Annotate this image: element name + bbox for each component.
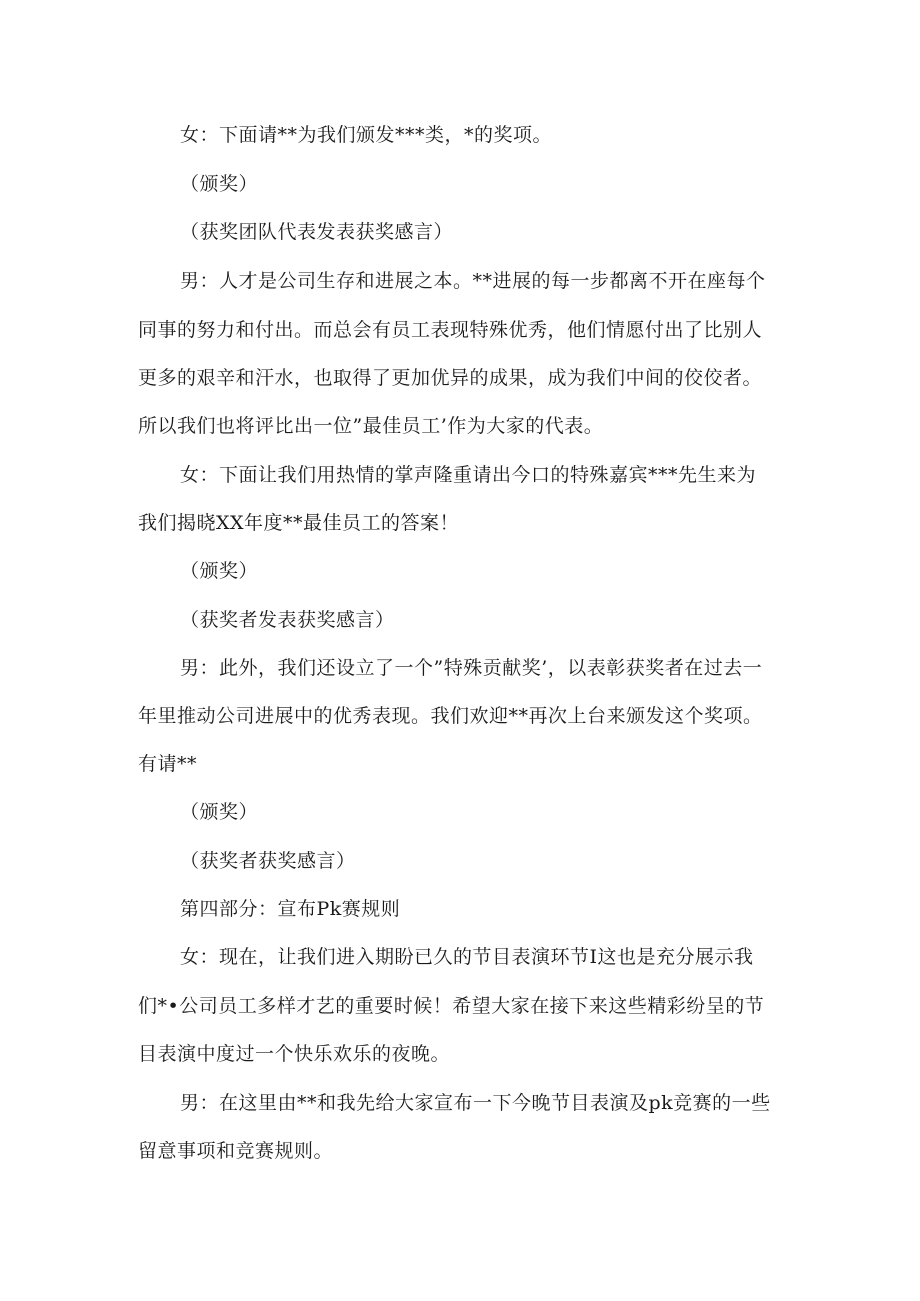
paragraph-line: 留意事项和竞赛规则。 xyxy=(138,1140,334,1162)
paragraph-line: 我们揭晓XX年度**最佳员工的答案！ xyxy=(138,512,460,534)
paragraph-line: 有请** xyxy=(138,753,198,775)
paragraph-line: 所以我们也将评比出一位”最佳员工’作为大家的代表。 xyxy=(138,415,604,437)
paragraph-line: 男：此外，我们还设立了一个”特殊贡献奖’，以表彰获奖者在过去一 xyxy=(180,657,763,679)
paragraph-line: 男：在这里由**和我先给大家宣布一下今晚节目表演及pk竞赛的一些 xyxy=(180,1092,771,1114)
paragraph-line: 年里推动公司进展中的优秀表现。我们欢迎**再次上台来颁发这个奖项。 xyxy=(138,705,763,727)
paragraph-line: 女：现在，让我们进入期盼已久的节目表演环节I这也是充分展示我 xyxy=(180,946,754,968)
paragraph-line: （颁奖） xyxy=(180,560,259,582)
paragraph-line: （颁奖） xyxy=(180,801,259,823)
paragraph-line: 们*•公司员工多样才艺的重要时候！希望大家在接下来这些精彩纷呈的节 xyxy=(138,995,765,1017)
paragraph-line: （获奖团队代表发表获奖感言） xyxy=(180,221,454,243)
paragraph-line: （获奖者获奖感言） xyxy=(180,850,356,872)
paragraph-line: （颁奖） xyxy=(180,173,259,195)
paragraph-line: 女：下面让我们用热情的掌声隆重请出今口的特殊嘉宾***先生来为 xyxy=(180,464,757,486)
section-heading: 第四部分：宣布Pk赛规则 xyxy=(180,898,401,920)
paragraph-line: 目表演中度过一个快乐欢乐的夜晚。 xyxy=(138,1043,451,1065)
paragraph-line: （获奖者发表获奖感言） xyxy=(180,609,395,631)
paragraph-line: 男：人才是公司生存和进展之本。**进展的每一步都离不开在座每个 xyxy=(180,270,766,292)
paragraph-line: 同事的努力和付出。而总会有员工表现特殊优秀，他们情愿付出了比别人 xyxy=(138,319,763,341)
paragraph-line: 更多的艰辛和汗水，也取得了更加优异的成果，成为我们中间的佼佼者。 xyxy=(138,367,763,389)
paragraph-line: 女：下面请**为我们颁发***类，*的奖项。 xyxy=(180,124,553,146)
